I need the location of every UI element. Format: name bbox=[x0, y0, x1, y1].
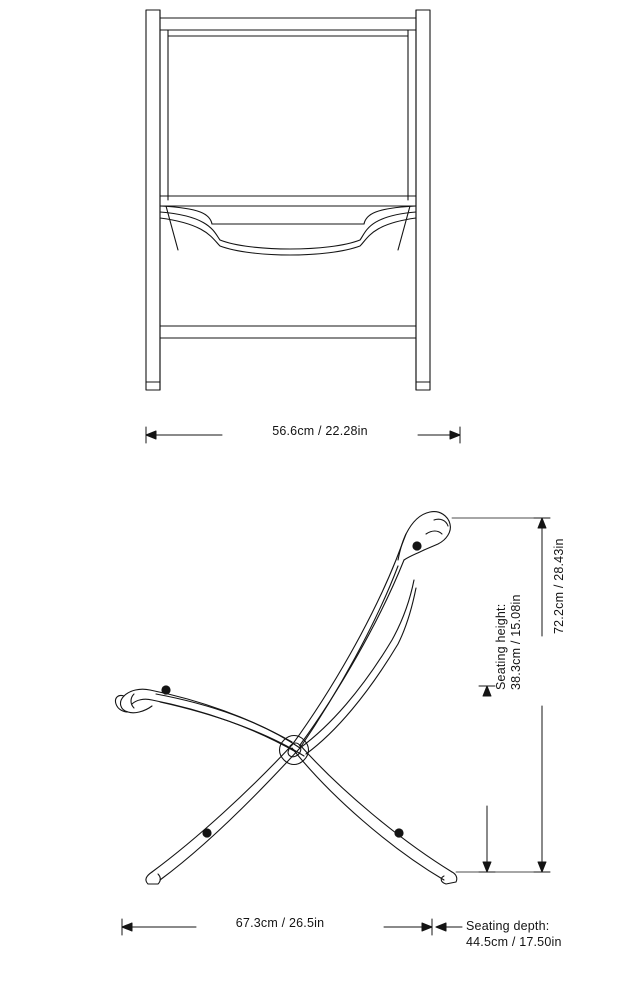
seating-height-dimension bbox=[479, 686, 495, 872]
overall-height-dimension-label: 72.2cm / 28.43in bbox=[552, 538, 566, 634]
side-depth-dimension-label: 67.3cm / 26.5in bbox=[235, 916, 325, 930]
seating-height-label-line2: 38.3cm / 15.08in bbox=[509, 594, 523, 690]
seating-depth-leader bbox=[436, 923, 462, 931]
seating-depth-label-line2: 44.5cm / 17.50in bbox=[466, 935, 562, 949]
front-view-chair bbox=[146, 10, 430, 390]
seating-depth-label-group bbox=[466, 918, 632, 950]
seating-height-label-group bbox=[494, 500, 524, 690]
seating-depth-label-line1: Seating depth: bbox=[466, 919, 550, 933]
seating-height-label-line1: Seating height: bbox=[494, 603, 508, 690]
side-view-chair bbox=[115, 512, 456, 884]
front-width-dimension-label: 56.6cm / 22.28in bbox=[272, 424, 368, 438]
